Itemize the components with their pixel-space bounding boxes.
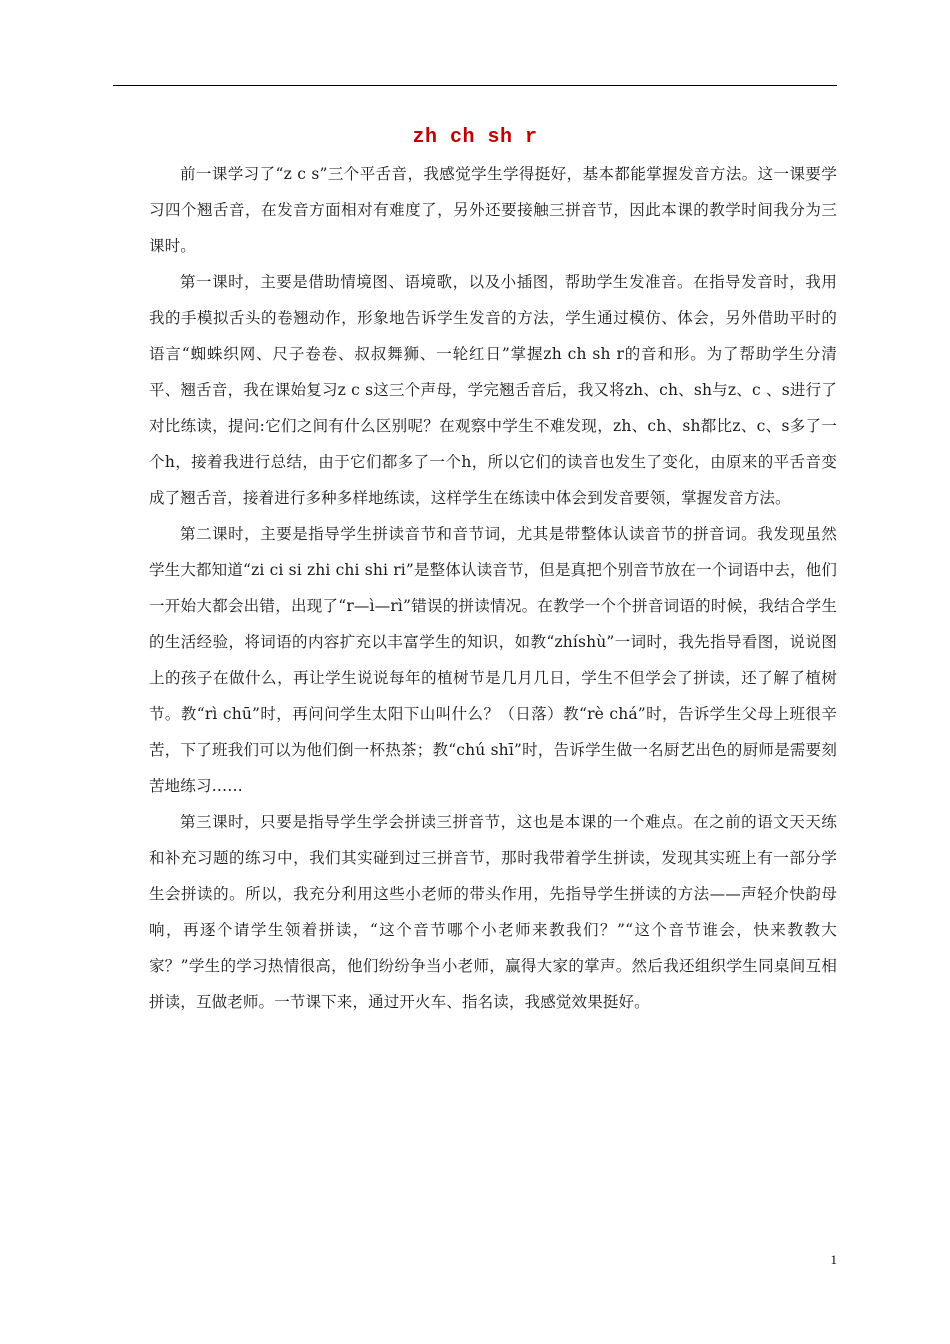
paragraph-lesson-3: 第三课时，只要是指导学生学会拼读三拼音节，这也是本课的一个难点。在之前的语文天天练和补充习题的练习中，我们其实碰到过三拼音节，那时我带着学生拼读，发现其实班上有一部分学生会拼读的。所以，我充分利用这些小老师的带头作用，先指导学生拼读的方法——声轻介快韵母响，再逐个请学生领着拼读，“这个音节哪个小老师来教我们？”“这个音节谁会，快来教教大家？”学生的学习热情很高，他们纷纷争当小老师，赢得大家的掌声。然后我还组织学生同桌间互相拼读，互做老师。一节课下来，通过开火车、指名读，我感觉效果挺好。 <box>149 813 837 1011</box>
document-title: zh ch sh r <box>412 126 538 149</box>
paragraph-lesson-2: 第二课时，主要是指导学生拼读音节和音节词，尤其是带整体认读音节的拼音词。我发现虽然学生大都知道“zi ci si zhi chi shi ri”是整体认读音节，但是真把个别音节放在一个词语中去，他们一开始大都会出错，出现了“r—ì—rì”错误的拼读情况。在教学一个个拼音词语的时候，我结合学生的生活经验，将词语的内容扩充以丰富学生的知识，如教“zhíshù”一词时，我先指导看图，说说图上的孩子在做什么，再让学生说说每年的植树节是几月几日，学生不但学会了拼读，还了解了植树节。教“rì chū”时，再问问学生太阳下山叫什么？（日落）教“rè chá”时，告诉学生父母上班很辛苦，下了班我们可以为他们倒一杯热茶；教“chú shī”时，告诉学生做一名厨艺出色的厨师是需要刻苦地练习…… <box>149 525 837 795</box>
document-body <box>149 156 837 1020</box>
header-rule <box>113 85 837 86</box>
paragraph-lesson-1: 第一课时，主要是借助情境图、语境歌，以及小插图，帮助学生发准音。在指导发音时，我用我的手模拟舌头的卷翘动作，形象地告诉学生发音的方法，学生通过模仿、体会，另外借助平时的语言“蜘蛛织网、尺子卷卷、叔叔舞狮、一轮红日”掌握zh ch sh r的音和形。为了帮助学生分清平、翘舌音，我在课始复习z c s这三个声母，学完翘舌音后，我又将zh、ch、sh与z、c 、s进行了对比练读，提问:它们之间有什么区别呢？在观察中学生不难发现，zh、ch、sh都比z、c、s多了一个h，接着我进行总结，由于它们都多了一个h，所以它们的读音也发生了变化，由原来的平舌音变成了翘舌音，接着进行多种多样地练读，这样学生在练读中体会到发音要领，掌握发音方法。 <box>149 273 837 507</box>
paragraph-intro: 前一课学习了“z c s”三个平舌音，我感觉学生学得挺好，基本都能掌握发音方法。这一课要学习四个翘舌音，在发音方面相对有难度了，另外还要接触三拼音节，因此本课的教学时间我分为三课时。 <box>149 165 837 255</box>
page-number: 1 <box>830 1252 837 1267</box>
